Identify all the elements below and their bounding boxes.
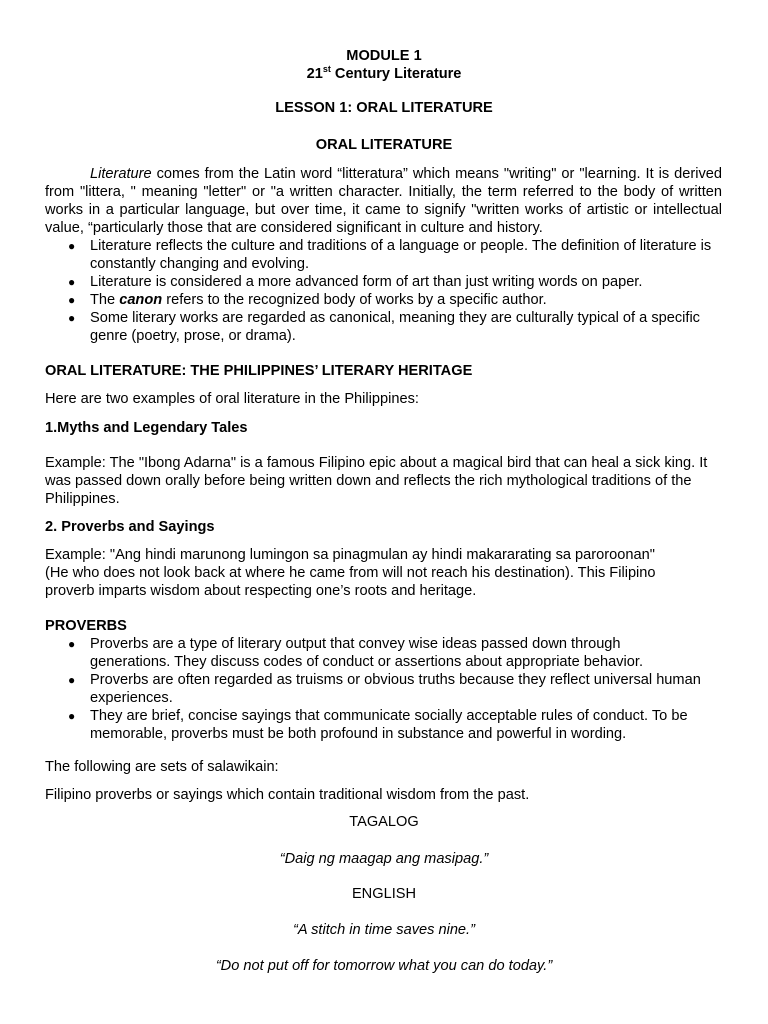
bullet-icon: ● bbox=[68, 293, 76, 307]
proverb-example: Example: "Ang hindi marunong lumingon sa pinagmulan ay hindi makararating sa paroroonan" bbox=[45, 547, 655, 563]
tagalog-quote: “Daig ng maagap ang masipag.” bbox=[279, 851, 489, 867]
myths-heading: 1.Myths and Legendary Tales bbox=[45, 420, 248, 436]
course-ordinal: st bbox=[322, 64, 331, 74]
salawikain-description: Filipino proverbs or sayings which contain traditional wisdom from the past. bbox=[45, 787, 530, 803]
myths-paragraph: Example: The "Ibong Adarna" is a famous Filipino epic about a magical bird that can heal a sick king. It was passed down orally before being written down and reflects the rich mythological traditions of the Philippines. bbox=[45, 455, 708, 507]
proverbs-bullet-list bbox=[45, 635, 725, 743]
list-item-text: Literature reflects the culture and traditions of a language or people. The definition of literature is constantly changing and evolving. bbox=[90, 238, 712, 272]
course-title bbox=[0, 65, 768, 83]
bullet-icon: ● bbox=[68, 275, 76, 289]
english-quote-2: “Do not put off for tomorrow what you can do today.” bbox=[215, 958, 553, 974]
salawikain-intro: The following are sets of salawikain: bbox=[45, 759, 279, 775]
list-item-text: Literature is considered a more advanced form of art than just writing words on paper. bbox=[90, 274, 643, 290]
english-quote-1: “A stitch in time saves nine.” bbox=[293, 922, 475, 938]
list-item bbox=[45, 273, 722, 291]
tagalog-label: TAGALOG bbox=[349, 814, 419, 830]
module-title: MODULE 1 bbox=[346, 48, 422, 64]
list-item bbox=[45, 291, 722, 309]
bullet-icon: ● bbox=[68, 673, 76, 687]
list-item-text: refers to the recognized body of works by a specific author. bbox=[162, 292, 547, 308]
list-item bbox=[45, 671, 725, 707]
course-number: 21 bbox=[306, 66, 323, 82]
list-item bbox=[45, 707, 725, 743]
canon-term: canon bbox=[119, 292, 163, 308]
list-item-text: Proverbs are a type of literary output that convey wise ideas passed down through generations. They discuss codes of conduct or assertions about appropriate behavior. bbox=[90, 636, 644, 670]
lesson-title: LESSON 1: ORAL LITERATURE bbox=[275, 100, 493, 116]
list-item-text: The bbox=[90, 292, 120, 308]
list-item bbox=[45, 309, 722, 345]
heritage-heading: ORAL LITERATURE: THE PHILIPPINES’ LITERARY HERITAGE bbox=[45, 363, 473, 379]
proverb-translation: (He who does not look back at where he came from will not reach his destination). This Filipino proverb imparts wisdom about respecting one’s roots and heritage. bbox=[45, 565, 656, 599]
list-item-text: They are brief, concise sayings that communicate socially acceptable rules of conduct. To be memorable, proverbs must be both profound in substance and powerful in wording. bbox=[90, 708, 688, 742]
heritage-intro: Here are two examples of oral literature in the Philippines: bbox=[45, 391, 419, 407]
bullet-icon: ● bbox=[68, 637, 76, 651]
intro-paragraph bbox=[45, 165, 722, 237]
course-name: Century Literature bbox=[330, 66, 462, 82]
bullet-icon: ● bbox=[68, 311, 76, 325]
intro-lead-word: Literature bbox=[90, 166, 152, 182]
literature-bullet-list bbox=[45, 237, 722, 345]
list-item bbox=[45, 237, 722, 273]
list-item-text: Proverbs are often regarded as truisms or obvious truths because they reflect universal human experiences. bbox=[90, 672, 701, 706]
list-item bbox=[45, 635, 725, 671]
list-item-text: Some literary works are regarded as canonical, meaning they are culturally typical of a specific genre (poetry, prose, or drama). bbox=[90, 310, 700, 344]
bullet-icon: ● bbox=[68, 239, 76, 253]
intro-text: comes from the Latin word “litteratura” which means "writing" or "learning. It is derived from "littera, " meaning "letter" or "a written character. Initially, the term referred to the body of written works in a particular language, but over time, it came to signify "written works of artistic or intellectual value, “particularly those that are considered significant in culture and history. bbox=[45, 166, 722, 236]
section-title: ORAL LITERATURE bbox=[315, 137, 453, 153]
proverbs-sayings-heading: 2. Proverbs and Sayings bbox=[45, 519, 215, 535]
english-label: ENGLISH bbox=[351, 886, 417, 902]
proverbs-heading: PROVERBS bbox=[45, 618, 127, 634]
bullet-icon: ● bbox=[68, 709, 76, 723]
